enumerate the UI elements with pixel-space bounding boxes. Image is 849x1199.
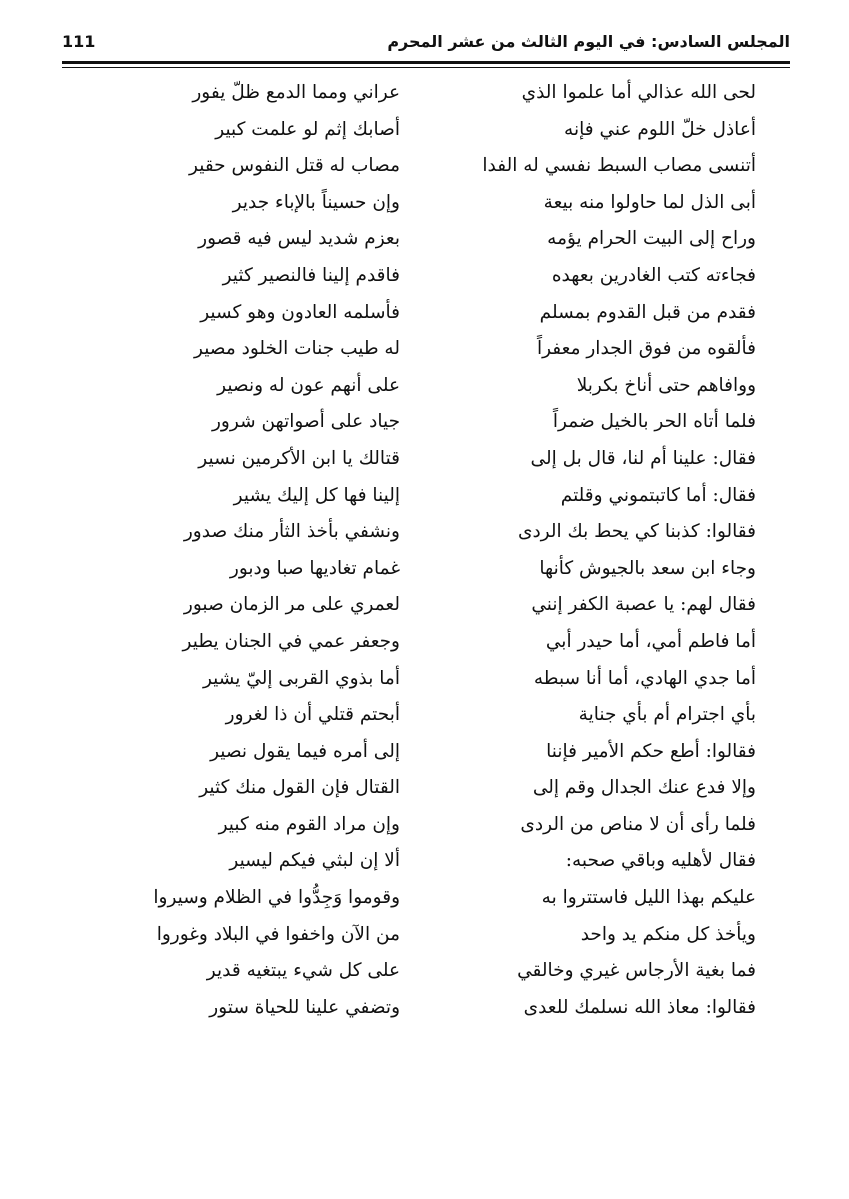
hemistich-left-line: فاقدم إلينا فالنصير كثير <box>222 264 400 286</box>
hemistich-left-line: أما بذوي القربى إليّ يشير <box>202 667 400 689</box>
hemistich-left-line: وجعفر عمي في الجنان يطير <box>182 630 400 652</box>
hemistich-right-line: فلما أتاه الحر بالخيل ضمراً <box>552 411 756 433</box>
hemistich-right-line: فلما رأى أن لا مناص من الردى <box>520 813 756 835</box>
hemistich-right-line: عليكم بهذا الليل فاستتروا به <box>541 887 756 909</box>
header-rule-thin <box>62 67 790 68</box>
hemistich-left-line: له طيب جنات الخلود مصير <box>193 338 400 360</box>
hemistich-left-line: غمام تغاديها صبا ودبور <box>229 557 400 579</box>
hemistich-right-line: ويأخذ كل منكم يد واحد <box>580 923 756 945</box>
hemistich-left-line: القتال فإن القول منك كثير <box>199 777 400 799</box>
hemistich-right-line: فألقوه من فوق الجدار معفراً <box>536 338 756 360</box>
hemistich-left-line: على كل شيء يبتغيه قدير <box>206 960 400 982</box>
hemistich-left-line: وإن مراد القوم منه كبير <box>218 813 400 835</box>
poem-column-right <box>438 75 756 1026</box>
hemistich-right-line: أتنسى مصاب السبط نفسي له الفدا <box>482 155 756 177</box>
hemistich-right-line: فقالوا: معاذ الله نسلمك للعدى <box>523 996 756 1018</box>
hemistich-left-line: قتالك يا ابن الأكرمين نسير <box>198 447 400 469</box>
hemistich-left-line: إلينا فها كل إليك يشير <box>233 484 400 506</box>
hemistich-right-line: أما فاطم أمي، أما حيدر أبي <box>545 630 756 652</box>
hemistich-right-line: فما بغية الأرجاس غيري وخالقي <box>517 960 756 982</box>
hemistich-right-line: أبى الذل لما حاولوا منه بيعة <box>543 191 756 213</box>
page-title: المجلس السادس: في اليوم الثالث من عشر المحرم <box>387 32 790 51</box>
hemistich-left-line: ألا إن لبثي فيكم ليسير <box>229 850 400 872</box>
hemistich-left-line: أصابك إثم لو علمت كبير <box>215 118 400 140</box>
hemistich-right-line: بأي اجترام أم بأي جناية <box>578 704 756 726</box>
hemistich-right-line: فقال: علينا أم لنا، قال بل إلى <box>530 447 756 469</box>
hemistich-left-line: جياد على أصواتهن شرور <box>212 411 400 433</box>
hemistich-left-line: مصاب له قتل النفوس حقير <box>189 155 400 177</box>
hemistich-left-line: وتضفي علينا للحياة ستور <box>209 996 400 1018</box>
hemistich-left-line: عراني ومما الدمع ظلّ يفور <box>192 82 400 103</box>
hemistich-right-line: فقال لأهليه وباقي صحبه: <box>565 850 756 872</box>
hemistich-left-line: بعزم شديد ليس فيه قصور <box>198 228 400 250</box>
hemistich-right-line: فقالوا: كذبنا كي يحط بك الردى <box>517 521 756 543</box>
hemistich-left-line: أبحتم قتلي أن ذا لغرور <box>225 704 400 726</box>
hemistich-right-line: وجاء ابن سعد بالجيوش كأنها <box>539 557 756 579</box>
hemistich-right-line: فقالوا: أطع حكم الأمير فإننا <box>546 740 756 762</box>
hemistich-right-line: فقال: أما كاتبتموني وقلتم <box>560 484 756 506</box>
hemistich-left-line: على أنهم عون له ونصير <box>217 374 400 396</box>
hemistich-right-line: فقدم من قبل القدوم بمسلم <box>539 301 756 323</box>
hemistich-right-line: أعاذل خلّ اللوم عني فإنه <box>564 118 756 140</box>
header-rule-thick <box>62 61 790 64</box>
poem-column-left <box>82 75 400 1026</box>
hemistich-right-line: فقال لهم: يا عصبة الكفر إنني <box>531 594 756 616</box>
page-number: 111 <box>62 32 96 51</box>
hemistich-left-line: إلى أمره فيما يقول نصير <box>210 740 400 762</box>
page-header <box>62 32 790 58</box>
hemistich-right-line: ووافاهم حتى أناخ بكربلا <box>576 374 756 396</box>
hemistich-right-line: وإلا فدع عنك الجدال وقم إلى <box>532 777 756 799</box>
hemistich-left-line: وإن حسيناً بالإباء جدير <box>232 191 400 213</box>
hemistich-right-line: أما جدي الهادي، أما أنا سبطه <box>533 667 756 689</box>
hemistich-right-line: فجاءته كتب الغادرين بعهده <box>551 264 756 286</box>
hemistich-left-line: لعمري على مر الزمان صبور <box>183 594 400 616</box>
hemistich-left-line: من الآن واخفوا في البلاد وغوروا <box>156 923 400 945</box>
hemistich-left-line: فأسلمه العادون وهو كسير <box>200 301 400 323</box>
hemistich-left-line: ونشفي بأخذ الثأر منك صدور <box>183 521 400 543</box>
hemistich-right-line: وراح إلى البيت الحرام يؤمه <box>547 228 756 250</box>
hemistich-right-line: لحى الله عذالي أما علموا الذي <box>521 82 756 103</box>
hemistich-left-line: وقوموا وَجِدُّوا في الظلام وسيروا <box>153 887 400 909</box>
